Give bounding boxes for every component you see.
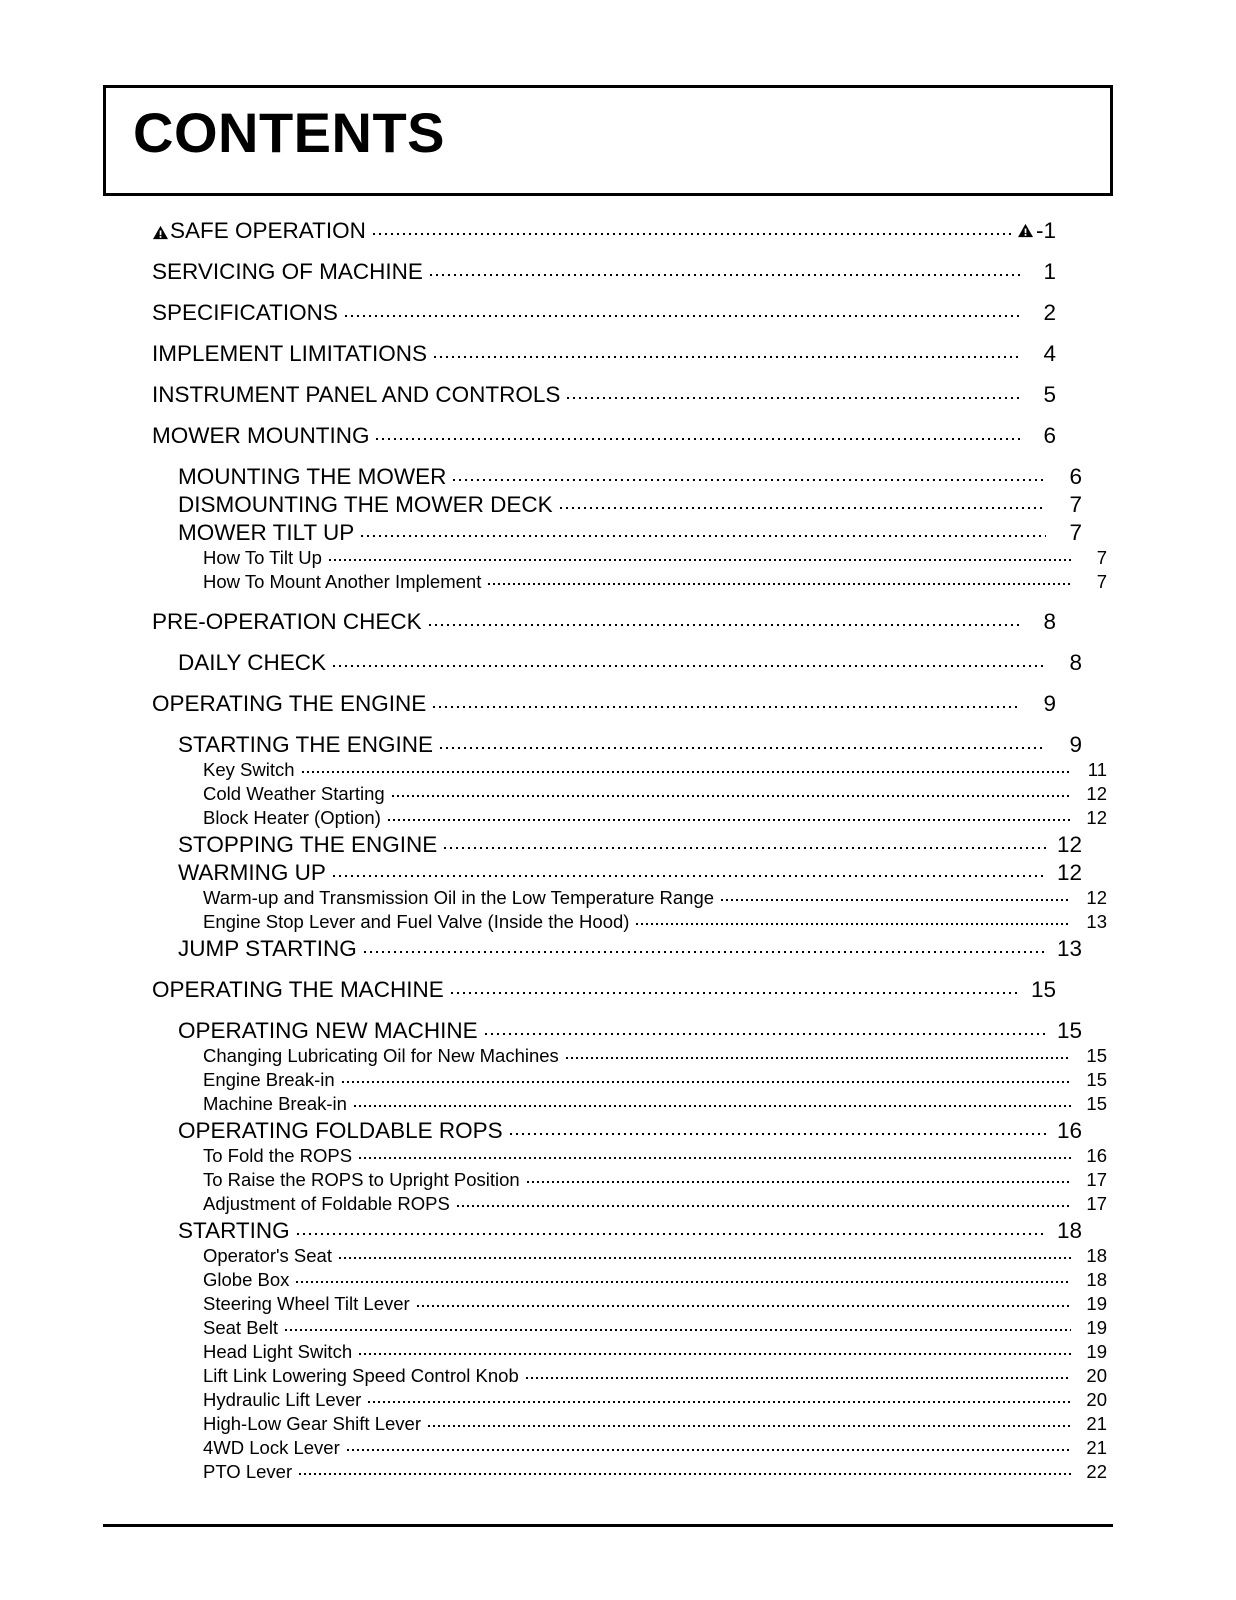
toc-leader-dots bbox=[444, 829, 1046, 852]
toc-entry[interactable] bbox=[152, 1067, 1107, 1091]
toc-leader-dots bbox=[302, 757, 1071, 776]
toc-page-number-value: 5 bbox=[1043, 381, 1056, 407]
toc-page-number bbox=[1022, 977, 1056, 1003]
toc-leader-dots bbox=[560, 489, 1046, 512]
toc-leader-dots bbox=[428, 1411, 1071, 1430]
toc-page-number bbox=[1048, 732, 1082, 758]
toc-page-number bbox=[1048, 936, 1082, 962]
toc-page-number bbox=[1073, 1317, 1107, 1339]
toc-leader-dots bbox=[721, 885, 1071, 904]
toc-leader-dots bbox=[333, 647, 1046, 670]
toc-entry-label bbox=[152, 218, 371, 244]
toc-leader-dots bbox=[440, 729, 1046, 752]
toc-leader-dots bbox=[359, 1339, 1071, 1358]
toc-page-number-value: 19 bbox=[1086, 1316, 1107, 1338]
toc-page-number-value: 6 bbox=[1043, 422, 1056, 448]
toc-leader-dots bbox=[376, 420, 1020, 443]
contents-title-box bbox=[103, 85, 1113, 196]
toc-entry-text: Cold Weather Starting bbox=[203, 782, 385, 804]
toc-entry-label bbox=[152, 691, 431, 717]
toc-entry-text: To Raise the ROPS to Upright Position bbox=[203, 1168, 520, 1190]
toc-page-number-value: 11 bbox=[1087, 758, 1107, 780]
table-of-contents bbox=[152, 215, 1107, 1483]
toc-page-number bbox=[1048, 1218, 1082, 1244]
toc-page-number-value: 6 bbox=[1069, 463, 1082, 489]
toc-page-number bbox=[1073, 887, 1107, 909]
toc-page-number bbox=[1022, 423, 1056, 449]
toc-entry[interactable] bbox=[152, 688, 1056, 729]
toc-page-number-value: 13 bbox=[1056, 935, 1082, 961]
toc-page-number-value: 12 bbox=[1056, 831, 1082, 857]
toc-entry[interactable] bbox=[152, 1015, 1082, 1043]
toc-entry-text: IMPLEMENT LIMITATIONS bbox=[152, 340, 428, 366]
toc-page-number bbox=[1022, 341, 1056, 367]
toc-page-number bbox=[1048, 520, 1082, 546]
toc-leader-dots bbox=[339, 1243, 1071, 1262]
toc-page-number bbox=[1022, 382, 1056, 408]
toc-entry-label bbox=[203, 1193, 455, 1215]
toc-entry-label bbox=[152, 341, 432, 367]
toc-entry-label bbox=[203, 1437, 345, 1459]
toc-page-number bbox=[1073, 1293, 1107, 1315]
toc-leader-dots bbox=[567, 379, 1020, 402]
toc-leader-dots bbox=[296, 1267, 1071, 1286]
toc-leader-dots bbox=[430, 256, 1020, 279]
toc-entry[interactable] bbox=[152, 1243, 1107, 1267]
toc-entry[interactable] bbox=[152, 647, 1082, 675]
toc-page-number-value: 7 bbox=[1096, 570, 1107, 592]
toc-entry-label bbox=[203, 1413, 426, 1435]
toc-entry[interactable] bbox=[152, 420, 1056, 461]
toc-page-number-value: 12 bbox=[1086, 782, 1107, 804]
toc-entry-label bbox=[203, 571, 486, 593]
toc-page-number bbox=[1073, 1413, 1107, 1435]
toc-page-number bbox=[1073, 547, 1107, 569]
toc-page-number bbox=[1073, 1193, 1107, 1215]
toc-page-number bbox=[1073, 1269, 1107, 1291]
toc-leader-dots bbox=[636, 909, 1071, 928]
toc-entry[interactable] bbox=[152, 1363, 1107, 1387]
toc-page-number-value: 7 bbox=[1069, 491, 1082, 517]
toc-page-number bbox=[1073, 1069, 1107, 1091]
toc-entry-text: How To Mount Another Implement bbox=[203, 570, 482, 592]
toc-entry-label bbox=[203, 1069, 340, 1091]
toc-entry-text: Steering Wheel Tilt Lever bbox=[203, 1292, 410, 1314]
toc-leader-dots bbox=[333, 857, 1046, 880]
toc-page-number-value: 15 bbox=[1030, 976, 1056, 1002]
footer-rule bbox=[103, 1524, 1113, 1527]
toc-entry[interactable] bbox=[152, 545, 1107, 569]
toc-page-number bbox=[1022, 691, 1056, 717]
toc-entry[interactable] bbox=[152, 829, 1082, 857]
page-title: CONTENTS bbox=[133, 101, 445, 164]
toc-leader-dots bbox=[510, 1115, 1046, 1138]
toc-entry[interactable] bbox=[152, 517, 1082, 545]
toc-entry-label bbox=[178, 492, 558, 518]
toc-page-number bbox=[1073, 1169, 1107, 1191]
toc-entry-label bbox=[203, 547, 327, 569]
toc-page-number-value: 16 bbox=[1086, 1144, 1107, 1166]
toc-entry-label bbox=[152, 423, 374, 449]
toc-page-number bbox=[1022, 300, 1056, 326]
toc-page-number-value: 19 bbox=[1086, 1292, 1107, 1314]
toc-leader-dots bbox=[429, 606, 1020, 629]
toc-leader-dots bbox=[526, 1363, 1071, 1382]
toc-leader-dots bbox=[488, 569, 1071, 588]
toc-leader-dots bbox=[354, 1091, 1071, 1110]
toc-page-number bbox=[1022, 259, 1056, 285]
toc-entry-text: PRE-OPERATION CHECK bbox=[152, 608, 422, 634]
toc-entry-text: SPECIFICATIONS bbox=[152, 299, 338, 325]
toc-leader-dots bbox=[451, 974, 1020, 997]
toc-entry-text: JUMP STARTING bbox=[178, 935, 357, 961]
toc-entry-text: Changing Lubricating Oil for New Machines bbox=[203, 1044, 559, 1066]
toc-entry-label bbox=[178, 520, 359, 546]
toc-entry-text: DISMOUNTING THE MOWER DECK bbox=[178, 491, 553, 517]
toc-page-number bbox=[1048, 464, 1082, 490]
toc-entry-label bbox=[178, 1118, 508, 1144]
toc-leader-dots bbox=[485, 1015, 1046, 1038]
toc-entry-text: PTO Lever bbox=[203, 1460, 293, 1482]
toc-page-number bbox=[1048, 1118, 1082, 1144]
toc-leader-dots bbox=[285, 1315, 1071, 1334]
toc-entry-label bbox=[152, 259, 428, 285]
toc-entry-label bbox=[178, 832, 442, 858]
toc-page-number bbox=[1013, 218, 1056, 244]
toc-page-number-value: 19 bbox=[1086, 1340, 1107, 1362]
toc-entry[interactable] bbox=[152, 379, 1056, 420]
toc-page-number-value: 22 bbox=[1086, 1460, 1107, 1482]
toc-entry[interactable] bbox=[152, 805, 1107, 829]
toc-entry-text: MOUNTING THE MOWER bbox=[178, 463, 447, 489]
toc-entry-text: Warm-up and Transmission Oil in the Low Temperature Range bbox=[203, 886, 715, 908]
toc-page-number bbox=[1073, 759, 1107, 781]
toc-page-number bbox=[1048, 832, 1082, 858]
toc-entry-text: INSTRUMENT PANEL AND CONTROLS bbox=[152, 381, 561, 407]
toc-entry-text: 4WD Lock Lever bbox=[203, 1436, 340, 1458]
toc-entry[interactable] bbox=[152, 1459, 1107, 1483]
toc-entry-text: STARTING THE ENGINE bbox=[178, 731, 434, 757]
toc-entry-label bbox=[203, 1365, 524, 1387]
toc-page-number-value: 15 bbox=[1086, 1068, 1107, 1090]
toc-entry-label bbox=[203, 1389, 366, 1411]
toc-entry[interactable] bbox=[152, 1143, 1107, 1167]
toc-entry-text: OPERATING FOLDABLE ROPS bbox=[178, 1117, 503, 1143]
toc-entry-text: SAFE OPERATION bbox=[170, 217, 366, 243]
toc-page-number bbox=[1073, 783, 1107, 805]
toc-entry-label bbox=[203, 1317, 283, 1339]
toc-entry-text: SERVICING OF MACHINE bbox=[152, 258, 423, 284]
toc-page-number bbox=[1073, 571, 1107, 593]
toc-entry-text: OPERATING NEW MACHINE bbox=[178, 1017, 478, 1043]
toc-page-number bbox=[1073, 1365, 1107, 1387]
toc-entry-text: Head Light Switch bbox=[203, 1340, 353, 1362]
toc-page-number-value: 17 bbox=[1086, 1192, 1107, 1214]
toc-entry-label bbox=[203, 1145, 357, 1167]
toc-entry-text: Block Heater (Option) bbox=[203, 806, 381, 828]
toc-entry[interactable] bbox=[152, 1387, 1107, 1411]
toc-leader-dots bbox=[299, 1459, 1071, 1478]
toc-leader-dots bbox=[392, 781, 1071, 800]
warning-triangle-icon bbox=[152, 225, 169, 240]
toc-leader-dots bbox=[457, 1191, 1071, 1210]
toc-entry-text: How To Tilt Up bbox=[203, 546, 322, 568]
toc-page-number-value: 15 bbox=[1056, 1017, 1082, 1043]
toc-page-number-value: 18 bbox=[1086, 1268, 1107, 1290]
toc-entry-label bbox=[203, 759, 300, 781]
toc-page-number bbox=[1073, 1245, 1107, 1267]
toc-page-number-value: 18 bbox=[1056, 1217, 1082, 1243]
toc-entry[interactable] bbox=[152, 781, 1107, 805]
toc-entry[interactable] bbox=[152, 1435, 1107, 1459]
toc-page-number-value: 21 bbox=[1086, 1412, 1107, 1434]
toc-entry[interactable] bbox=[152, 1315, 1107, 1339]
toc-leader-dots bbox=[361, 517, 1046, 540]
toc-page-number bbox=[1073, 807, 1107, 829]
toc-page-number bbox=[1073, 1437, 1107, 1459]
toc-entry-label bbox=[152, 609, 427, 635]
toc-entry[interactable] bbox=[152, 974, 1056, 1015]
toc-entry-label bbox=[203, 807, 386, 829]
toc-entry-text: Engine Break-in bbox=[203, 1068, 335, 1090]
toc-entry-label bbox=[178, 860, 331, 886]
toc-leader-dots bbox=[373, 215, 1011, 238]
toc-page-number-value: 9 bbox=[1043, 690, 1056, 716]
toc-leader-dots bbox=[342, 1067, 1071, 1086]
toc-entry-text: Engine Stop Lever and Fuel Valve (Inside the Hood) bbox=[203, 910, 630, 932]
toc-entry-label bbox=[178, 650, 331, 676]
toc-page-number bbox=[1073, 1145, 1107, 1167]
toc-entry[interactable] bbox=[152, 569, 1107, 593]
toc-entry-text: OPERATING THE MACHINE bbox=[152, 976, 444, 1002]
toc-entry-label bbox=[203, 1169, 525, 1191]
toc-page-number-value: 18 bbox=[1086, 1244, 1107, 1266]
toc-entry-label bbox=[178, 936, 362, 962]
toc-entry-label bbox=[203, 783, 390, 805]
toc-page-number-value: 20 bbox=[1086, 1388, 1107, 1410]
toc-page-number-value: 15 bbox=[1086, 1092, 1107, 1114]
toc-page-number-value: 15 bbox=[1086, 1044, 1107, 1066]
toc-leader-dots bbox=[368, 1387, 1071, 1406]
toc-page-number bbox=[1073, 1093, 1107, 1115]
toc-entry-text: Lift Link Lowering Speed Control Knob bbox=[203, 1364, 519, 1386]
toc-entry[interactable] bbox=[152, 909, 1107, 933]
toc-entry[interactable] bbox=[152, 1115, 1082, 1143]
toc-page-number bbox=[1073, 1461, 1107, 1483]
toc-leader-dots bbox=[434, 338, 1020, 361]
toc-leader-dots bbox=[297, 1215, 1046, 1238]
toc-entry-label bbox=[203, 1093, 352, 1115]
toc-leader-dots bbox=[345, 297, 1020, 320]
toc-entry[interactable] bbox=[152, 338, 1056, 379]
toc-entry-label bbox=[203, 1045, 564, 1067]
toc-leader-dots bbox=[453, 461, 1046, 484]
toc-entry-text: Globe Box bbox=[203, 1268, 290, 1290]
toc-page-number-value: -1 bbox=[1035, 217, 1056, 243]
toc-page-number bbox=[1048, 492, 1082, 518]
toc-page-number-value: 8 bbox=[1043, 608, 1056, 634]
toc-entry[interactable] bbox=[152, 1339, 1107, 1363]
toc-leader-dots bbox=[359, 1143, 1071, 1162]
toc-entry-label bbox=[203, 1461, 297, 1483]
toc-leader-dots bbox=[364, 933, 1046, 956]
toc-entry[interactable] bbox=[152, 461, 1082, 489]
toc-entry[interactable] bbox=[152, 1167, 1107, 1191]
toc-page-number-value: 17 bbox=[1086, 1168, 1107, 1190]
toc-entry[interactable] bbox=[152, 489, 1082, 517]
toc-entry-text: High-Low Gear Shift Lever bbox=[203, 1412, 421, 1434]
toc-entry-text: Adjustment of Foldable ROPS bbox=[203, 1192, 450, 1214]
toc-page-number-value: 13 bbox=[1086, 910, 1107, 932]
toc-leader-dots bbox=[347, 1435, 1071, 1454]
toc-page-number-value: 12 bbox=[1086, 886, 1107, 908]
toc-entry-text: WARMING UP bbox=[178, 859, 326, 885]
toc-leader-dots bbox=[566, 1043, 1071, 1062]
toc-page-number-value: 7 bbox=[1096, 546, 1107, 568]
toc-page-number bbox=[1048, 1018, 1082, 1044]
toc-leader-dots bbox=[417, 1291, 1071, 1310]
toc-page-number bbox=[1022, 609, 1056, 635]
toc-entry-text: STOPPING THE ENGINE bbox=[178, 831, 438, 857]
toc-entry[interactable] bbox=[152, 1091, 1107, 1115]
toc-leader-dots bbox=[433, 688, 1020, 711]
toc-entry[interactable] bbox=[152, 1291, 1107, 1315]
toc-entry-label bbox=[152, 382, 565, 408]
toc-page-number-value: 2 bbox=[1043, 299, 1056, 325]
toc-entry-label bbox=[203, 1341, 357, 1363]
toc-entry-text: Key Switch bbox=[203, 758, 295, 780]
toc-page-number-value: 16 bbox=[1056, 1117, 1082, 1143]
toc-entry-text: OPERATING THE ENGINE bbox=[152, 690, 427, 716]
toc-entry-text: Hydraulic Lift Lever bbox=[203, 1388, 362, 1410]
toc-entry[interactable] bbox=[152, 215, 1056, 256]
toc-page-number-value: 7 bbox=[1069, 519, 1082, 545]
toc-page-number bbox=[1073, 911, 1107, 933]
toc-page-number-value: 20 bbox=[1086, 1364, 1107, 1386]
toc-entry-label bbox=[152, 977, 449, 1003]
toc-entry[interactable] bbox=[152, 729, 1082, 757]
toc-entry-text: To Fold the ROPS bbox=[203, 1144, 353, 1166]
toc-entry[interactable] bbox=[152, 1043, 1107, 1067]
toc-entry[interactable] bbox=[152, 885, 1107, 909]
toc-entry-text: Seat Belt bbox=[203, 1316, 279, 1338]
toc-entry-text: Machine Break-in bbox=[203, 1092, 347, 1114]
toc-entry[interactable] bbox=[152, 1215, 1082, 1243]
toc-page-number bbox=[1073, 1045, 1107, 1067]
toc-entry[interactable] bbox=[152, 297, 1056, 338]
toc-page-number-value: 9 bbox=[1069, 731, 1082, 757]
toc-page-number bbox=[1073, 1341, 1107, 1363]
toc-leader-dots bbox=[329, 545, 1071, 564]
toc-leader-dots bbox=[388, 805, 1071, 824]
toc-entry[interactable] bbox=[152, 933, 1082, 961]
toc-page-number-value: 8 bbox=[1069, 649, 1082, 675]
toc-page-number-value: 4 bbox=[1043, 340, 1056, 366]
toc-page-number-value: 12 bbox=[1086, 806, 1107, 828]
toc-entry[interactable] bbox=[152, 1191, 1107, 1215]
toc-entry[interactable] bbox=[152, 606, 1056, 647]
toc-entry-text: STARTING bbox=[178, 1217, 290, 1243]
toc-entry-label bbox=[178, 1018, 483, 1044]
toc-entry[interactable] bbox=[152, 1267, 1107, 1291]
toc-page-number bbox=[1073, 1389, 1107, 1411]
toc-entry-label bbox=[203, 887, 719, 909]
toc-entry-text: DAILY CHECK bbox=[178, 649, 326, 675]
toc-entry[interactable] bbox=[152, 757, 1107, 781]
toc-entry-text: MOWER MOUNTING bbox=[152, 422, 370, 448]
warning-triangle-icon bbox=[1017, 223, 1034, 238]
toc-entry[interactable] bbox=[152, 857, 1082, 885]
toc-page-number bbox=[1048, 650, 1082, 676]
toc-entry-label bbox=[203, 911, 634, 933]
toc-entry-label bbox=[178, 464, 451, 490]
toc-entry-label bbox=[152, 300, 343, 326]
toc-page-number-value: 12 bbox=[1056, 859, 1082, 885]
toc-entry-label bbox=[203, 1293, 415, 1315]
toc-entry-label bbox=[178, 732, 438, 758]
toc-page-number bbox=[1048, 860, 1082, 886]
toc-entry-label bbox=[203, 1269, 294, 1291]
toc-leader-dots bbox=[527, 1167, 1071, 1186]
toc-entry-label bbox=[203, 1245, 337, 1267]
toc-entry-label bbox=[178, 1218, 295, 1244]
toc-entry-text: MOWER TILT UP bbox=[178, 519, 355, 545]
toc-entry[interactable] bbox=[152, 1411, 1107, 1435]
toc-entry-text: Operator's Seat bbox=[203, 1244, 332, 1266]
toc-page-number-value: 1 bbox=[1043, 258, 1056, 284]
toc-entry[interactable] bbox=[152, 256, 1056, 297]
toc-page-number-value: 21 bbox=[1086, 1436, 1107, 1458]
